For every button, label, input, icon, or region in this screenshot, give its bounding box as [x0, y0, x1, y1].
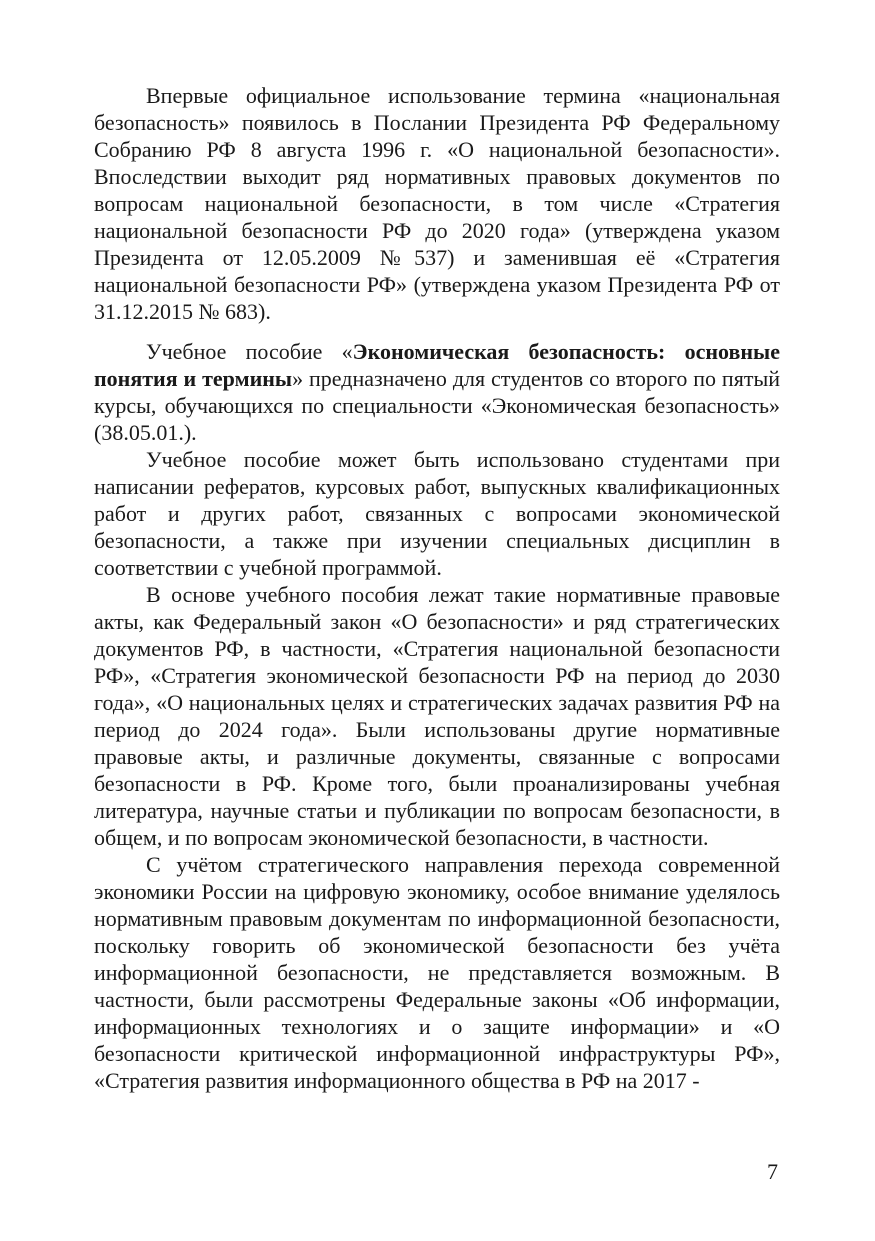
paragraph-digital-economy: С учётом стратегического направления перехода современной экономики России на цифровую экономику, особое внимание уделялось нормативным правовым документам по информационной безопасности, поскольку говорить об экономической безопасности без учёта информационной безопасности, не представляется возможным. В частности, были рассмотрены Федеральные законы «Об информации, информационных технологиях и о защите информации» и «О безопасности критической информационной инфраструктуры РФ», «Стратегия развития информационного общества в РФ на 2017 - — [94, 852, 780, 1093]
page-number: 7 — [767, 1159, 778, 1184]
paragraph-legal-basis: В основе учебного пособия лежат такие нормативные правовые акты, как Федеральный закон «О безопасности» и ряд стратегических документов РФ, в частности, «Стратегия национальной безопасности РФ», «Стратегия экономической безопасности РФ на период до 2030 года», «О национальных целях и стратегических задачах развития РФ на период до 2024 года». Были использованы другие нормативные правовые акты, и различные документы, связанные с вопросами безопасности в РФ. Кроме того, были проанализированы учебная литература, научные статьи и публикации по вопросам безопасности, в общем, и по вопросам экономической безопасности, в частности. — [94, 582, 780, 850]
page-body — [94, 82, 780, 1094]
paragraph-textbook-usage: Учебное пособие может быть использовано студентами при написании рефератов, курсовых работ, выпускных квалификационных работ и других работ, связанных с вопросами экономической безопасности, а также при изучении специальных дисциплин в соответствии с учебной программой. — [94, 447, 780, 580]
paragraph-national-security-history: Впервые официальное использование термина «национальная безопасность» появилось в Послании Президента РФ Федеральному Собранию РФ 8 августа 1996 г. «О национальной безопасности». Впоследствии выходит ряд нормативных правовых документов по вопросам национальной безопасности, в том числе «Стратегия национальной безопасности РФ до 2020 года» (утверждена указом Президента от 12.05.2009 №537) и заменившая её «Стратегия национальной безопасности РФ» (утверждена указом Президента РФ от 31.12.2015 № 683). — [94, 83, 780, 324]
paragraph-textbook-purpose-lead: Учебное пособие « — [146, 339, 353, 364]
paragraph-textbook-purpose — [94, 338, 780, 446]
textbook-title: Экономическая безопасность: основные понятия и термины — [94, 339, 780, 391]
paragraph-textbook-purpose-rest: » предназначено для студентов со второго по пятый курсы, обучающихся по специальности «Экономическая безопасность» (38.05.01.). — [94, 366, 780, 445]
